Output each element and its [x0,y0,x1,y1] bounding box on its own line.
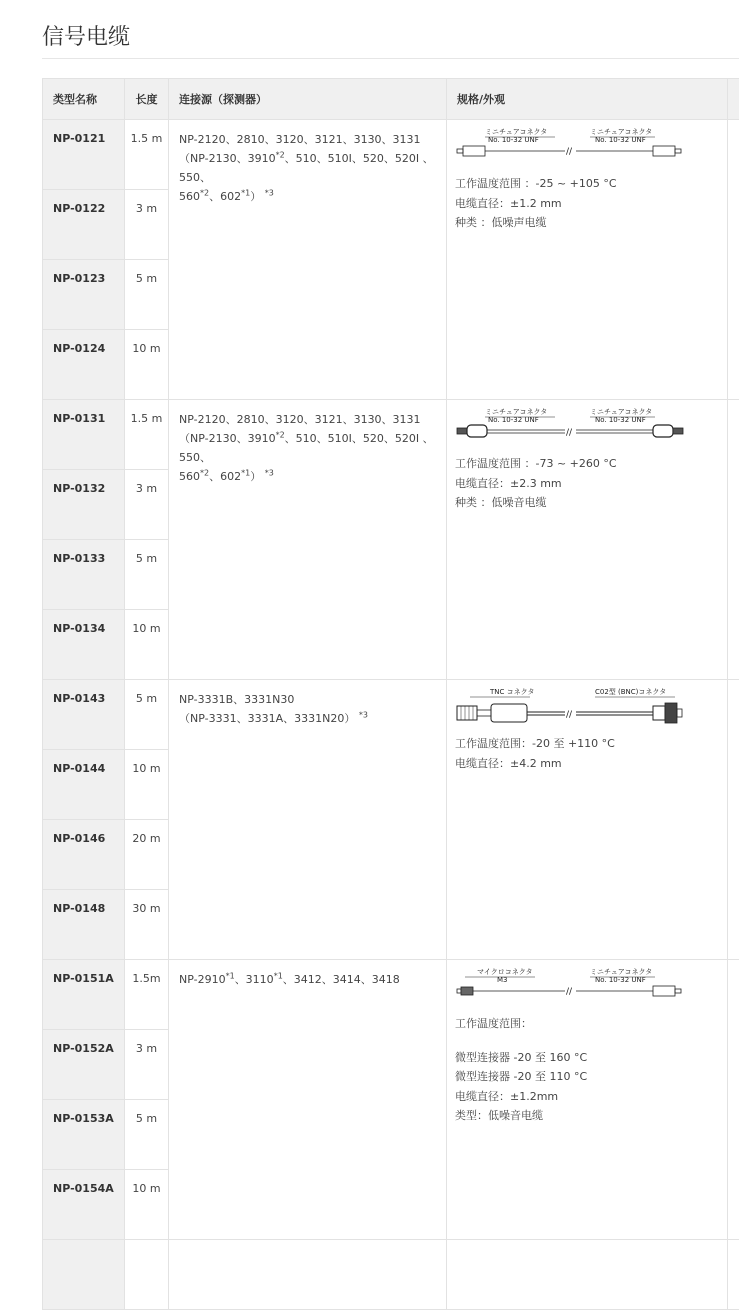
header-spec: 规格/外观 [447,79,728,120]
connector-right-sub: No. 10-32 UNF [595,976,646,984]
connector-left-sub: M3 [497,976,508,984]
connector-left-sub: No. 10-32 UNF [488,416,539,424]
signal-cable-table [42,78,739,1310]
length-cell: 10 m [125,610,169,680]
length-cell: 10 m [125,750,169,820]
length-cell: 3 m [125,190,169,260]
model-cell: NP-0121 [43,120,125,190]
connector-left-label: ミニチュアコネクタ [485,127,547,136]
source-cell: NP-2910$^{*1}$、3110$^{*1}$、3412、3414、3418 [169,960,447,1240]
model-cell: NP-0153A [43,1100,125,1170]
model-cell: NP-0133 [43,540,125,610]
spec-cell: TNC コネクタ C02型 (BNC)コネクタ // 工作温度范围：-20 至 +110 °C 电缆直径：±4.2 mm [447,680,728,960]
svg-text://: // [566,428,573,438]
model-cell: NP-0152A [43,1030,125,1100]
connector-right-label: ミニチュアコネクタ [590,127,652,136]
source-cell: NP-2120、2810、3120、3121、3130、3131 （NP-2130、3910$^{*2}$、510、510I、520、520I 、550、 560$^{*2}$、602$^{*1}$） $^{*3}$ [169,120,447,400]
table-header-row [43,79,739,120]
cable-diagram-image [455,686,685,726]
table-row [43,1240,739,1310]
svg-text://: // [566,987,573,997]
length-cell: 5 m [125,540,169,610]
connector-left-label: ミニチュアコネクタ [485,407,547,416]
model-cell: NP-0124 [43,330,125,400]
header-extra [728,79,739,120]
length-cell: 5 m [125,260,169,330]
length-cell: 1.5m [125,960,169,1030]
length-cell: 1.5 m [125,120,169,190]
connector-right-sub: No. 10-32 UNF [595,136,646,144]
connector-right-sub: No. 10-32 UNF [595,416,646,424]
table-row [43,120,739,190]
source-cell: NP-3331B、3331N30 （NP-3331、3331A、3331N20） $^{*3}$ [169,680,447,960]
header-source: 连接源（探测器） [169,79,447,120]
table-row [43,680,739,750]
spec-cell: ミニチュアコネクタ No. 10-32 UNF ミニチュアコネクタ No. 10-32 UNF // 工作温度范围 ：-73 ~ +260 °C 电缆直径：±2.3 mm 种类 ：低噪音电缆 [447,400,728,680]
connector-left-label: TNC コネクタ [489,687,535,696]
connector-left-sub: No. 10-32 UNF [488,136,539,144]
length-cell: 5 m [125,680,169,750]
model-cell: NP-0123 [43,260,125,330]
length-cell: 5 m [125,1100,169,1170]
table-row [43,960,739,1030]
model-cell: NP-0144 [43,750,125,820]
source-cell: NP-2120、2810、3120、3121、3130、3131 （NP-2130、3910$^{*2}$、510、510I、520、520I 、550、 560$^{*2}$、602$^{*1}$） $^{*3}$ [169,400,447,680]
model-cell: NP-0134 [43,610,125,680]
header-length: 长度 [125,79,169,120]
connector-left-label: マイクロコネクタ [477,967,533,976]
svg-text://: // [566,147,573,157]
model-cell: NP-0151A [43,960,125,1030]
connector-right-label: ミニチュアコネクタ [590,407,652,416]
page-title: 信号电缆 [42,20,130,51]
model-cell: NP-0154A [43,1170,125,1240]
model-cell: NP-0131 [43,400,125,470]
svg-text://: // [566,710,573,720]
length-cell: 3 m [125,470,169,540]
length-cell: 20 m [125,820,169,890]
model-cell: NP-0132 [43,470,125,540]
model-cell: NP-0122 [43,190,125,260]
model-cell: NP-0143 [43,680,125,750]
cable-diagram-image [455,126,685,166]
cable-diagram-image [455,406,685,446]
length-cell: 30 m [125,890,169,960]
cable-diagram-image [455,966,685,1006]
length-cell: 10 m [125,330,169,400]
model-cell: NP-0148 [43,890,125,960]
header-model: 类型名称 [43,79,125,120]
model-cell: NP-0146 [43,820,125,890]
length-cell: 1.5 m [125,400,169,470]
connector-right-label: ミニチュアコネクタ [590,967,652,976]
spec-cell: ミニチュアコネクタ No. 10-32 UNF ミニチュアコネクタ No. 10-32 UNF // 工作温度范围 ：-25 ~ +105 °C 电缆直径：±1.2 mm 种类 ：低噪声电缆 [447,120,728,400]
connector-right-label: C02型 (BNC)コネクタ [595,687,666,696]
spec-cell: マイクロコネクタ M3 ミニチュアコネクタ No. 10-32 UNF // 工作温度范围： 微型连接器 -20 至 160 °C 微型连接器 -20 至 110 °C 电缆直径：±1.2mm 类型：低噪音电缆 [447,960,728,1240]
title-divider [42,58,739,59]
length-cell: 10 m [125,1170,169,1240]
length-cell: 3 m [125,1030,169,1100]
table-row [43,400,739,470]
